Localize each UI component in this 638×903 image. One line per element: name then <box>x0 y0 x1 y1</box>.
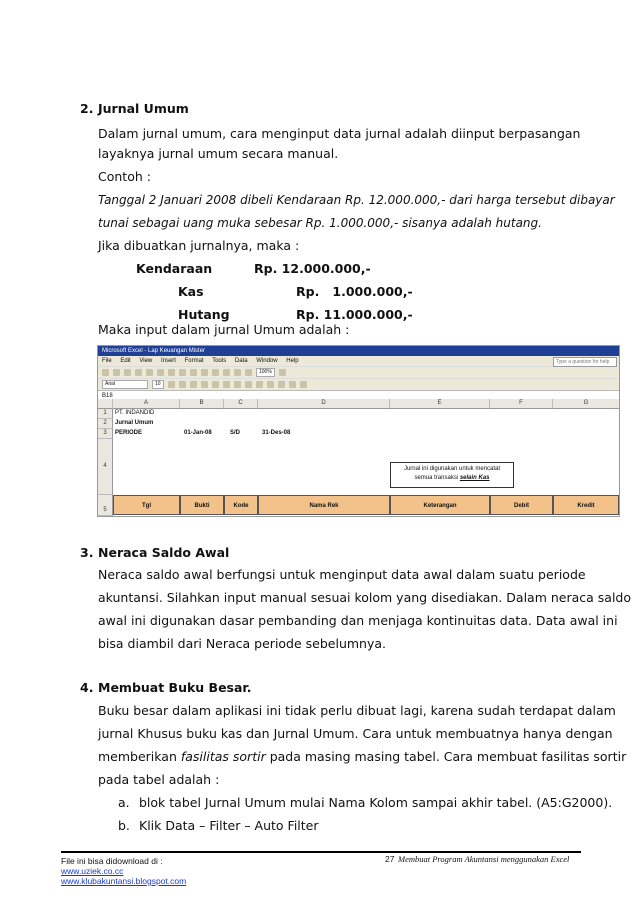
excel-titlebar: Microsoft Excel - Lap Keuangan Mister <box>98 346 619 356</box>
align-center-icon[interactable] <box>212 381 219 388</box>
step-marker: b. <box>118 818 130 833</box>
autosum-icon[interactable] <box>223 369 230 376</box>
journal-amount: Rp. 1.000.000,- <box>296 284 413 299</box>
comma-icon[interactable] <box>267 381 274 388</box>
journal-account: Kas <box>178 284 204 299</box>
header-cell[interactable]: Bukti <box>180 495 224 515</box>
row-header[interactable]: 1 <box>98 409 113 419</box>
italic-icon[interactable] <box>179 381 186 388</box>
sort-icon[interactable] <box>234 369 241 376</box>
footer-rule <box>61 851 581 853</box>
footer-link[interactable]: www.klubakuntansi.blogspot.com <box>61 876 187 886</box>
running-title: Membuat Program Akuntansi menggunakan Excel <box>398 854 570 864</box>
cut-icon[interactable] <box>168 369 175 376</box>
section-4-line: jurnal Khusus buku kas dan Jurnal Umum. Cara untuk membuatnya hanya dengan <box>98 726 613 741</box>
standard-toolbar <box>98 366 619 378</box>
journal-amount: Rp. 12.000.000,- <box>254 261 371 276</box>
section-3-line: Neraca saldo awal berfungsi untuk menginput data awal dalam suatu periode <box>98 567 586 582</box>
section-2-number: 2. <box>80 101 94 116</box>
font-size-select[interactable]: 10 <box>152 380 164 389</box>
example-line: Tanggal 2 Januari 2008 dibeli Kendaraan Rp. 12.000.000,- dari harga tersebut dibayar <box>98 193 615 207</box>
column-header[interactable]: G <box>553 399 620 409</box>
open-icon[interactable] <box>113 369 120 376</box>
section-4-line: pada tabel adalah : <box>98 772 220 787</box>
select-all-corner[interactable] <box>98 399 113 409</box>
undo-icon[interactable] <box>201 369 208 376</box>
menu-insert[interactable]: Insert <box>160 358 176 364</box>
zoom-select[interactable]: 100% <box>256 368 275 377</box>
bold-icon[interactable] <box>168 381 175 388</box>
worksheet-grid <box>98 399 619 516</box>
underline-icon[interactable] <box>190 381 197 388</box>
note-prefix: semua transaksi <box>414 475 460 481</box>
footer-link[interactable]: www.uziek.co.cc <box>61 866 124 876</box>
row-header[interactable] <box>98 516 113 517</box>
journal-amount: Rp. 11.000.000,- <box>296 307 413 322</box>
row-header[interactable]: 5 <box>98 495 113 516</box>
period-to-cell[interactable]: 31-Des-08 <box>262 430 291 436</box>
column-header[interactable]: D <box>258 399 390 409</box>
section-4-number: 4. <box>80 680 94 695</box>
column-header[interactable]: F <box>490 399 553 409</box>
spelling-icon[interactable] <box>157 369 164 376</box>
save-icon[interactable] <box>124 369 131 376</box>
section-4-heading: Membuat Buku Besar. <box>98 680 252 695</box>
maka-line: Maka input dalam jurnal Umum adalah : <box>98 322 350 337</box>
company-cell[interactable]: PT. INDANDID <box>115 410 155 416</box>
new-icon[interactable] <box>102 369 109 376</box>
preview-icon[interactable] <box>146 369 153 376</box>
borders-icon[interactable] <box>278 381 285 388</box>
menu-edit[interactable]: Edit <box>120 358 131 364</box>
section-3-line: akuntansi. Silahkan input manual sesuai kolom yang disediakan. Dalam neraca saldo <box>98 590 632 605</box>
excel-menubar <box>98 356 619 366</box>
name-box[interactable]: B18 <box>102 393 113 399</box>
page-number: 27 <box>385 854 395 864</box>
section-3-line: awal ini digunakan dasar pembanding dan menjaga kontinuitas data. Data awal ini <box>98 613 618 628</box>
step-text: blok tabel Jurnal Umum mulai Nama Kolom sampai akhir tabel. (A5:G2000). <box>139 795 613 810</box>
help-icon[interactable] <box>279 369 286 376</box>
journal-account: Kendaraan <box>136 261 213 276</box>
menu-tools[interactable]: Tools <box>212 358 227 364</box>
period-sd-cell[interactable]: S/D <box>230 430 241 436</box>
period-label-cell[interactable]: PERIODE <box>115 430 143 436</box>
example-line: tunai sebagai uang muka sebesar Rp. 1.000.000,- sisanya adalah hutang. <box>98 216 542 230</box>
section-2-paragraph-line: layaknya jurnal umum secara manual. <box>98 146 339 161</box>
section-2-heading: Jurnal Umum <box>98 101 189 116</box>
header-cell[interactable]: Nama Rek <box>258 495 390 515</box>
header-cell[interactable]: Keterangan <box>390 495 490 515</box>
contoh-label: Contoh : <box>98 169 151 184</box>
header-cell[interactable]: Kredit <box>553 495 619 515</box>
menu-data[interactable]: Data <box>234 358 248 364</box>
section-4-line: Buku besar dalam aplikasi ini tidak perlu dibuat lagi, karena sudah terdapat dalam <box>98 703 616 718</box>
menu-help[interactable]: Help <box>286 358 299 364</box>
print-icon[interactable] <box>135 369 142 376</box>
row-header[interactable]: 4 <box>98 439 113 495</box>
section-3-heading: Neraca Saldo Awal <box>98 545 230 560</box>
section-3-number: 3. <box>80 545 94 560</box>
section-2-paragraph-line: Dalam jurnal umum, cara menginput data jurnal adalah diinput berpasangan <box>98 126 581 141</box>
help-search-box[interactable]: Type a question for help <box>553 357 617 367</box>
merge-icon[interactable] <box>234 381 241 388</box>
section-4-line-pre: memberikan <box>98 749 181 764</box>
journal-account: Hutang <box>178 307 230 322</box>
font-name-select[interactable]: Arial <box>102 380 148 389</box>
align-left-icon[interactable] <box>201 381 208 388</box>
row-header[interactable]: 2 <box>98 419 113 429</box>
column-header[interactable]: C <box>224 399 258 409</box>
period-from-cell[interactable]: 01-Jan-08 <box>184 430 212 436</box>
note-line: Jurnal ini digunakan untuk mencatat <box>403 466 501 472</box>
column-header[interactable]: A <box>113 399 180 409</box>
header-cell[interactable]: Kode <box>224 495 258 515</box>
formatting-toolbar <box>98 378 619 390</box>
note-textbox <box>390 462 514 488</box>
paste-icon[interactable] <box>190 369 197 376</box>
currency-icon[interactable] <box>245 381 252 388</box>
section-4-line-post: pada masing masing tabel. Cara membuat fasilitas sortir <box>265 749 627 764</box>
percent-icon[interactable] <box>256 381 263 388</box>
chart-icon[interactable] <box>245 369 252 376</box>
section-4-line-emphasis: fasilitas sortir <box>180 749 266 764</box>
jika-line: Jika dibuatkan jurnalnya, maka : <box>98 238 300 253</box>
sheet-title-cell[interactable]: Jurnal Umum <box>115 420 154 426</box>
redo-icon[interactable] <box>212 369 219 376</box>
note-emphasis: selain Kas <box>459 475 490 481</box>
menu-format[interactable]: Format <box>184 358 204 364</box>
menu-view[interactable]: View <box>139 358 153 364</box>
fill-color-icon[interactable] <box>289 381 296 388</box>
note-line <box>391 474 513 483</box>
header-cell[interactable]: Debit <box>490 495 553 515</box>
menu-window[interactable]: Window <box>256 358 278 364</box>
row-header[interactable]: 3 <box>98 429 113 439</box>
align-right-icon[interactable] <box>223 381 230 388</box>
excel-screenshot <box>97 345 620 517</box>
step-marker: a. <box>118 795 130 810</box>
column-header[interactable]: E <box>390 399 490 409</box>
font-color-icon[interactable] <box>300 381 307 388</box>
section-4-line <box>98 749 627 765</box>
footer-download-label: File ini bisa didownload di : <box>61 856 163 866</box>
header-cell[interactable]: Tgl <box>113 495 180 515</box>
copy-icon[interactable] <box>179 369 186 376</box>
step-text: Klik Data – Filter – Auto Filter <box>139 818 319 833</box>
column-header[interactable]: B <box>180 399 224 409</box>
section-3-line: bisa diambil dari Neraca periode sebelumnya. <box>98 636 387 651</box>
menu-file[interactable]: File <box>102 358 112 364</box>
